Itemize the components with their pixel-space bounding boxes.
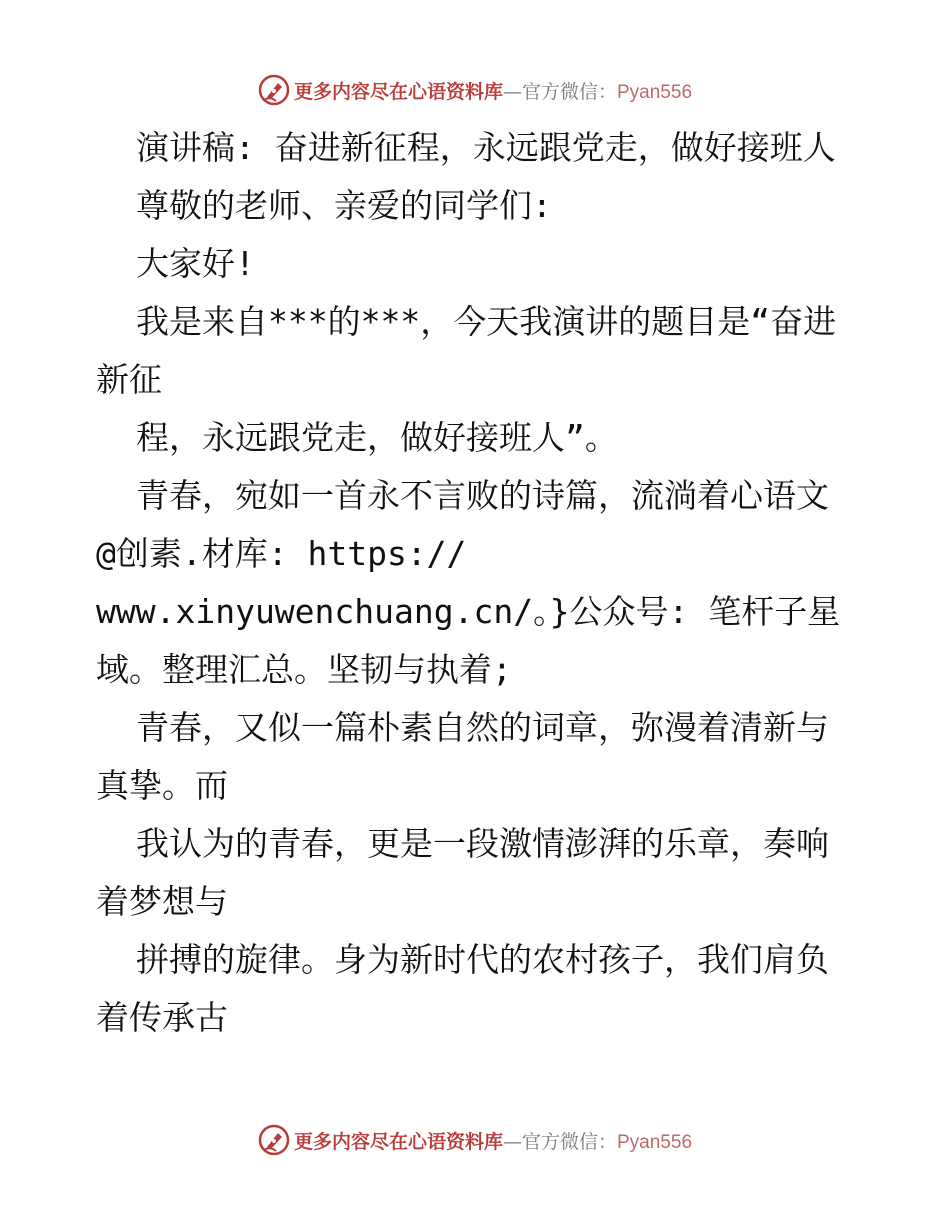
document-line: 演讲稿: 奋进新征程，永远跟党走，做好接班人 <box>136 128 836 167</box>
document-line: @创素.材库: https:// <box>96 534 467 573</box>
header-separator: — <box>502 80 522 103</box>
document-line: 我认为的青春，更是一段激情澎湃的乐章，奏响 <box>136 824 829 863</box>
footer-text <box>294 1127 692 1154</box>
document-line: 青春，又似一篇朴素自然的词章，弥漫着清新与 <box>136 708 829 747</box>
document-line: 大家好! <box>136 244 255 283</box>
document-line: 尊敬的老师、亲爱的同学们: <box>136 186 552 225</box>
document-line: 新征 <box>96 360 162 399</box>
document-line: 着梦想与 <box>96 882 228 921</box>
header-wechat-label: 官方微信： <box>521 80 617 103</box>
header-banner <box>0 70 950 110</box>
document-line: www.xinyuwenchuang.cn/。}公众号: 笔杆子星 <box>96 592 841 631</box>
footer-banner <box>0 1120 950 1160</box>
document-line: 真挚。而 <box>96 766 228 805</box>
header-text <box>294 77 692 104</box>
document-line: 拼搏的旋律。身为新时代的农村孩子，我们肩负 <box>136 940 829 979</box>
footer-separator: — <box>502 1130 522 1153</box>
document-line: 域。整理汇总。坚韧与执着; <box>96 650 512 689</box>
footer-wechat-id: Pyan556 <box>617 1131 693 1153</box>
pen-nib-logo-icon <box>258 74 290 106</box>
header-site-label: 更多内容尽在心语资料库 <box>293 80 503 103</box>
document-line: 青春，宛如一首永不言败的诗篇，流淌着心语文 <box>136 476 829 515</box>
document-line: 程，永远跟党走，做好接班人”。 <box>136 418 618 457</box>
footer-site-label: 更多内容尽在心语资料库 <box>293 1130 503 1153</box>
document-line: 着传承古 <box>96 998 228 1037</box>
pen-nib-logo-icon <box>258 1124 290 1156</box>
document-line: 我是来自***的***，今天我演讲的题目是“奋进 <box>136 302 837 341</box>
footer-wechat-label: 官方微信： <box>521 1130 617 1153</box>
header-wechat-id: Pyan556 <box>617 81 693 103</box>
